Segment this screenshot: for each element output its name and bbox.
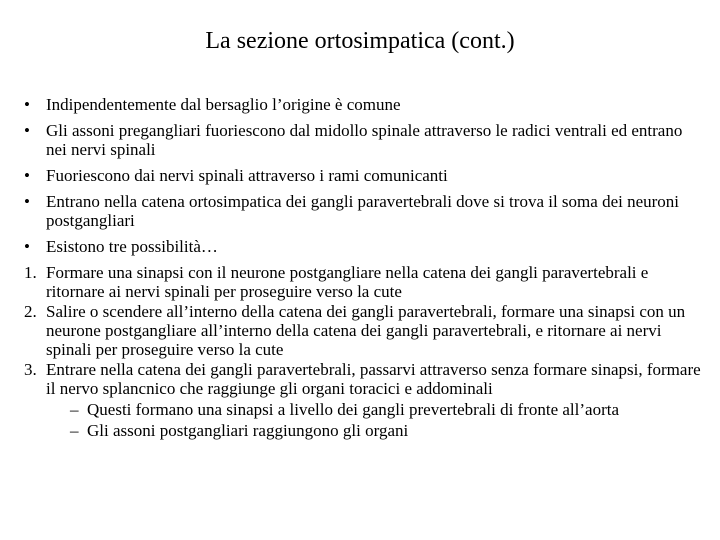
bullet-item [24,95,704,114]
bullet-text: Esistono tre possibilità… [46,237,218,256]
number-marker: 3. [24,360,37,379]
sub-item-text: Questi formano una sinapsi a livello dei gangli prevertebrali di fronte all’aorta [87,400,620,419]
sub-item [24,421,704,440]
slide-content [24,95,704,441]
sub-item [24,400,704,419]
bullet-text: Entrano nella catena ortosimpatica dei gangli paravertebrali dove si trova il soma dei neuroni postgangliari [46,192,680,230]
bullet-item [24,192,704,230]
bullet-marker: • [24,121,30,140]
bullet-marker: • [24,192,30,211]
sub-item-text: Gli assoni postgangliari raggiungono gli organi [87,421,409,440]
numbered-text: Salire o scendere all’interno della catena dei gangli paravertebrali, formare una sinapsi con un neurone postgangliare all’interno della catena dei gangli paravertebrali, e ritornare ai nervi spinali per proseguire verso la cute [46,302,686,359]
numbered-item [24,302,704,359]
number-marker: 2. [24,302,37,321]
bullet-text: Gli assoni pregangliari fuoriescono dal midollo spinale attraverso le radici ventrali ed entrano nei nervi spinali [46,121,683,159]
bullet-text: Indipendentemente dal bersaglio l’origine è comune [46,95,401,114]
bullet-text: Fuoriescono dai nervi spinali attraverso i rami comunicanti [46,166,448,185]
dash-marker: – [70,421,79,440]
number-marker: 1. [24,263,37,282]
bullet-item [24,237,704,256]
bullet-marker: • [24,166,30,185]
dash-marker: – [70,400,79,419]
numbered-text: Entrare nella catena dei gangli paravertebrali, passarvi attraverso senza formare sinapsi, formare il nervo splancnico che raggiunge gli organi toracici e addominali [46,360,701,398]
bullet-item [24,121,704,159]
numbered-text: Formare una sinapsi con il neurone postgangliare nella catena dei gangli paravertebrali e ritornare ai nervi spinali per proseguire verso la cute [46,263,649,301]
bullet-marker: • [24,237,30,256]
numbered-item [24,360,704,398]
slide-title: La sezione ortosimpatica (cont.) [205,28,515,54]
bullet-marker: • [24,95,30,114]
numbered-item [24,263,704,301]
bullet-item [24,166,704,185]
